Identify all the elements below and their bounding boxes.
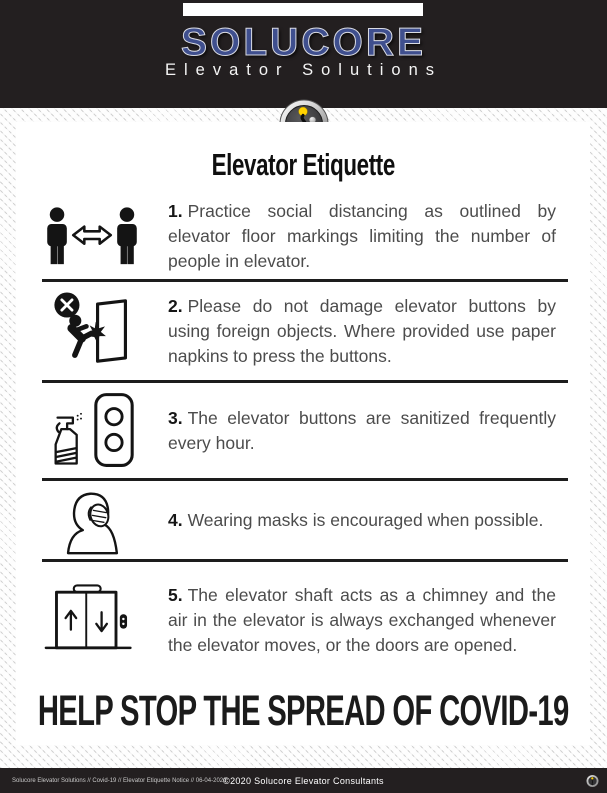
no-elevator-damage-icon	[16, 292, 168, 370]
item-text: 5. The elevator shaft acts as a chimney and the air in the elevator is always exchanged whenever the elevator moves, or the doors are opened.	[168, 584, 556, 655]
item-text: 1. Practice social distancing as outlined by elevator floor markings limiting the number of people in elevator.	[168, 200, 556, 271]
brand-tagline: Elevator Solutions	[165, 61, 442, 79]
footer-mini-logo-icon	[586, 774, 599, 787]
item-number: 3.	[168, 407, 183, 428]
notice-panel	[16, 122, 590, 745]
item-number: 4.	[168, 509, 183, 530]
face-mask-icon	[16, 485, 168, 555]
etiquette-item-5	[16, 562, 590, 678]
etiquette-item-1	[16, 193, 590, 279]
item-text: 4. Wearing masks is encouraged when possible.	[168, 509, 544, 530]
footer-copyright: ©2020 Solucore Elevator Consultants	[223, 775, 384, 786]
title-area	[16, 122, 590, 193]
item-number: 1.	[168, 200, 183, 221]
header-white-bar	[183, 3, 423, 16]
item-number: 2.	[168, 295, 183, 316]
etiquette-item-2	[16, 282, 590, 380]
brand-logo-text: SOLUCORE	[180, 21, 426, 64]
etiquette-item-3	[16, 383, 590, 478]
page-title: Elevator Etiquette	[211, 147, 395, 182]
sanitize-buttons-icon	[16, 392, 168, 470]
item-text: 2. Please do not damage elevator buttons by using foreign objects. Where provided use paper napkins to press the buttons.	[168, 295, 556, 366]
elevator-doors-icon	[16, 583, 168, 657]
etiquette-item-4	[16, 481, 590, 559]
item-text: 3. The elevator buttons are sanitized frequently every hour.	[168, 407, 556, 453]
social-distancing-icon	[16, 207, 168, 265]
covid-banner-headline: HELP STOP THE SPREAD OF COVID-19	[37, 687, 569, 735]
item-number: 5.	[168, 584, 183, 605]
header-band	[0, 0, 607, 108]
footer-document-info: Solucore Elevator Solutions // Covid-19 // Elevator Etiquette Notice // 06-04-2020	[12, 777, 227, 784]
footer-band	[0, 768, 607, 793]
banner-area	[16, 678, 590, 745]
